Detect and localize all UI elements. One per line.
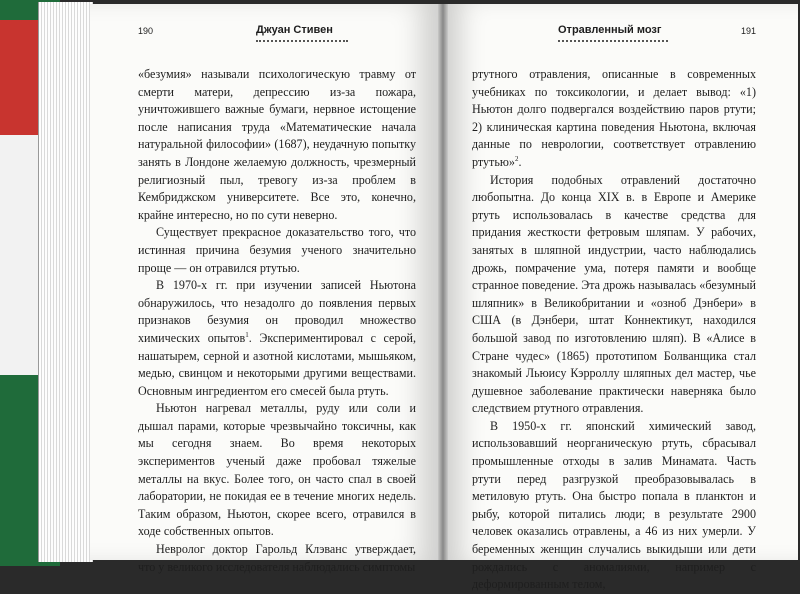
right-running-header: Отравленный мозг	[558, 24, 662, 36]
paragraph-text: Невролог доктор Гарольд Клэванс утверждает, что у великого исследователя наблюдались симптомы	[138, 542, 416, 574]
paragraph	[138, 541, 416, 576]
right-page-number: 191	[740, 26, 756, 36]
paragraph	[138, 400, 416, 541]
right-page-text	[472, 66, 756, 594]
paragraph	[138, 277, 416, 400]
header-dots	[256, 40, 348, 42]
paragraph	[138, 224, 416, 277]
paragraph	[472, 66, 756, 172]
paragraph-text: История подобных отравлений достаточно любопытна. До конца XIX в. в Европе и Америке ртуть использовалась в качестве средства для придания жесткости фетровым шляпам. У рабочих, занятых в шляпной индустрии, часто наблюдались дрожь, помрачение ума, потеря памяти и вообще странное поведение. Эта дрожь называлась «безумный шляпник» в Великобритании и «озноб Дэнбери» в США (в Дэнбери, штат Коннектикут, находился большой завод по изготовлению шляп). В «Алисе в Стране чудес» (1865) прототипом Болванщика стал знакомый Льюису Кэрроллу шляпных дел мастер, чье душевное заболевание практически наверняка было следствием ртутного отравления.	[472, 172, 756, 416]
paragraph-text: Ньютон нагревал металлы, руду или соли и дышал парами, которые чрезвычайно токсичны, как мы сегодня знаем. Во время некоторых экспериментов ученый даже пробовал тяжелые металлы на вкус. Более того, он часто спал в своей лаборатории, не покидая ее в течение многих недель. Таким образом, Ньютон, скорее всего, отравился в ходе собственных опытов.	[138, 401, 416, 539]
paragraph-text: Существует прекрасное доказательство того, что истинная причина безумия ученого значительно проще — он отравился ртутью.	[138, 225, 416, 275]
footnote-marker: 2	[514, 154, 519, 163]
paragraph-text: ртутного отравления, описанные в современных учебниках по токсикологии, и делает вывод: «1) Ньютон долго подвергался воздействию паров ртути; 2) клиническая картина поведения Ньютона, включая данные по неврологии, соответствует отравлению ртутью»	[472, 67, 756, 169]
paragraph-text-continued: .	[518, 154, 522, 169]
paragraph-text: В 1950-х гг. японский химический завод, использовавший неорганическую ртуть, сбрасывал промышленные отходы в залив Минамата. Часть ртути перед разгрузкой преобразовывалась в метиловую ртуть. Она быстро попала в планктон и рыбу, которой питались люди; в результате 2900 человек оказались отравлены, а 46 из них умерли. У беременных женщин случались выкидыши или дети рождались с аномалиями, например с деформированным телом,	[472, 418, 756, 592]
book-gutter	[438, 4, 448, 560]
left-page-text	[138, 66, 416, 576]
left-page	[90, 4, 442, 574]
paragraph	[472, 418, 756, 594]
left-page-number: 190	[138, 26, 154, 36]
right-page	[442, 4, 798, 592]
paragraph	[138, 66, 416, 224]
paragraph-text: «безумия» называли психологическую травму от смерти матери, депрессию из-за пожара, уничтожившего важные бумаги, нервное истощение после написания труда «Математические начала натуральной философии» (1687), неудачную попытку занять в Лондоне желаемую должность, чрезмерный религиозный пыл, тревогу из-за проблем в Кембриджском университете. Все это, конечно, крайне интересно, но по сути неверно.	[138, 67, 416, 222]
book-page-edges	[38, 2, 93, 562]
paragraph	[472, 172, 756, 418]
paragraph-text-continued: . Экспериментировал с серой, нашатырем, серной и азотной кислотами, мышьяком, медью, свинцом и некоторыми другими веществами. Основным ингредиентом его смесей была ртуть.	[138, 330, 416, 398]
header-dots	[558, 40, 668, 42]
footnote-marker: 1	[245, 330, 249, 339]
left-running-header: Джуан Стивен	[256, 24, 333, 36]
paragraph-text: В 1970-х гг. при изучении записей Ньютона обнаружилось, что незадолго до появления первых признаков безумия он проводил множество химических опытов	[138, 278, 416, 345]
